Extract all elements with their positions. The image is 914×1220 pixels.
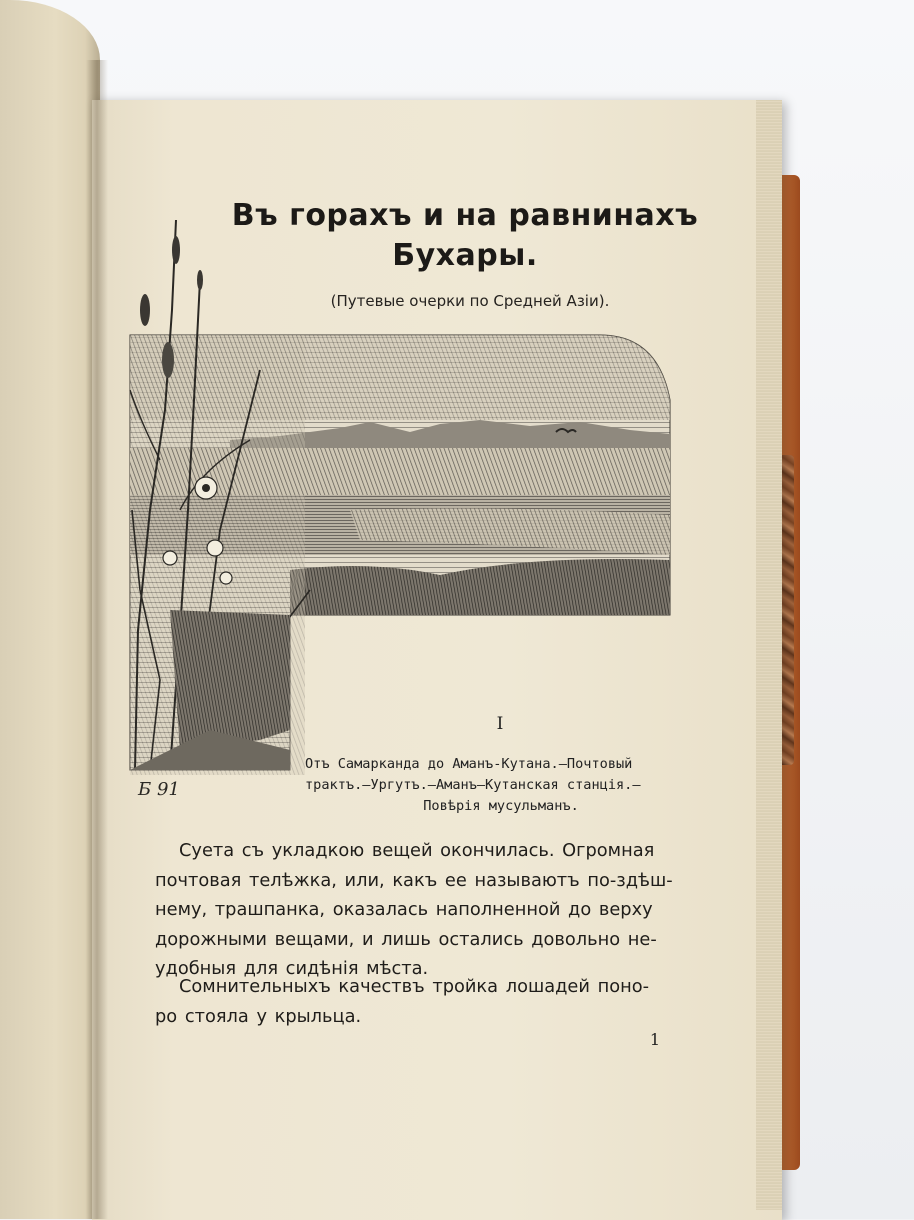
engraving-signature: Б 91 <box>138 779 180 800</box>
summary-line-2: трактъ.—Ургутъ.—Аманъ—Кутанская станція.— <box>305 777 641 793</box>
text-line: ро стояла у крыльца. <box>155 1005 362 1027</box>
text-line: почтовая телѣжка, или, какъ ее называютъ по-здѣш- <box>155 869 673 891</box>
text-line: дорожными вещами, и лишь остались довольно не- <box>155 928 657 950</box>
chapter-number: I <box>496 714 504 734</box>
text-line: удобныя для сидѣнія мѣста. <box>155 958 429 979</box>
page-edges <box>756 100 782 1210</box>
summary-line-3: Повѣрія мусульманъ. <box>423 798 579 814</box>
text-line: нему, трашпанка, оказалась наполненной до верху <box>155 899 653 920</box>
landscape-engraving <box>110 210 680 830</box>
title-line-1: Въ горахъ и на равнинахъ <box>231 198 699 233</box>
page-number: 1 <box>649 1030 661 1049</box>
chapter-summary <box>305 754 697 817</box>
gutter-shadow <box>86 60 108 1219</box>
title-line-2: Бухары. <box>392 238 538 273</box>
paragraph-1 <box>155 836 700 984</box>
page-subtitle: (Путевые очерки по Средней Азіи). <box>330 292 610 310</box>
summary-line-1: Отъ Самарканда до Аманъ-Кутана.—Почтовый <box>305 756 633 772</box>
left-page <box>0 0 100 1219</box>
text-line: Сомнительныхъ качествъ тройка лошадей поно- <box>179 976 649 997</box>
text-line: Суета съ укладкою вещей окончилась. Огромная <box>179 840 655 861</box>
paragraph-2 <box>155 972 700 1031</box>
